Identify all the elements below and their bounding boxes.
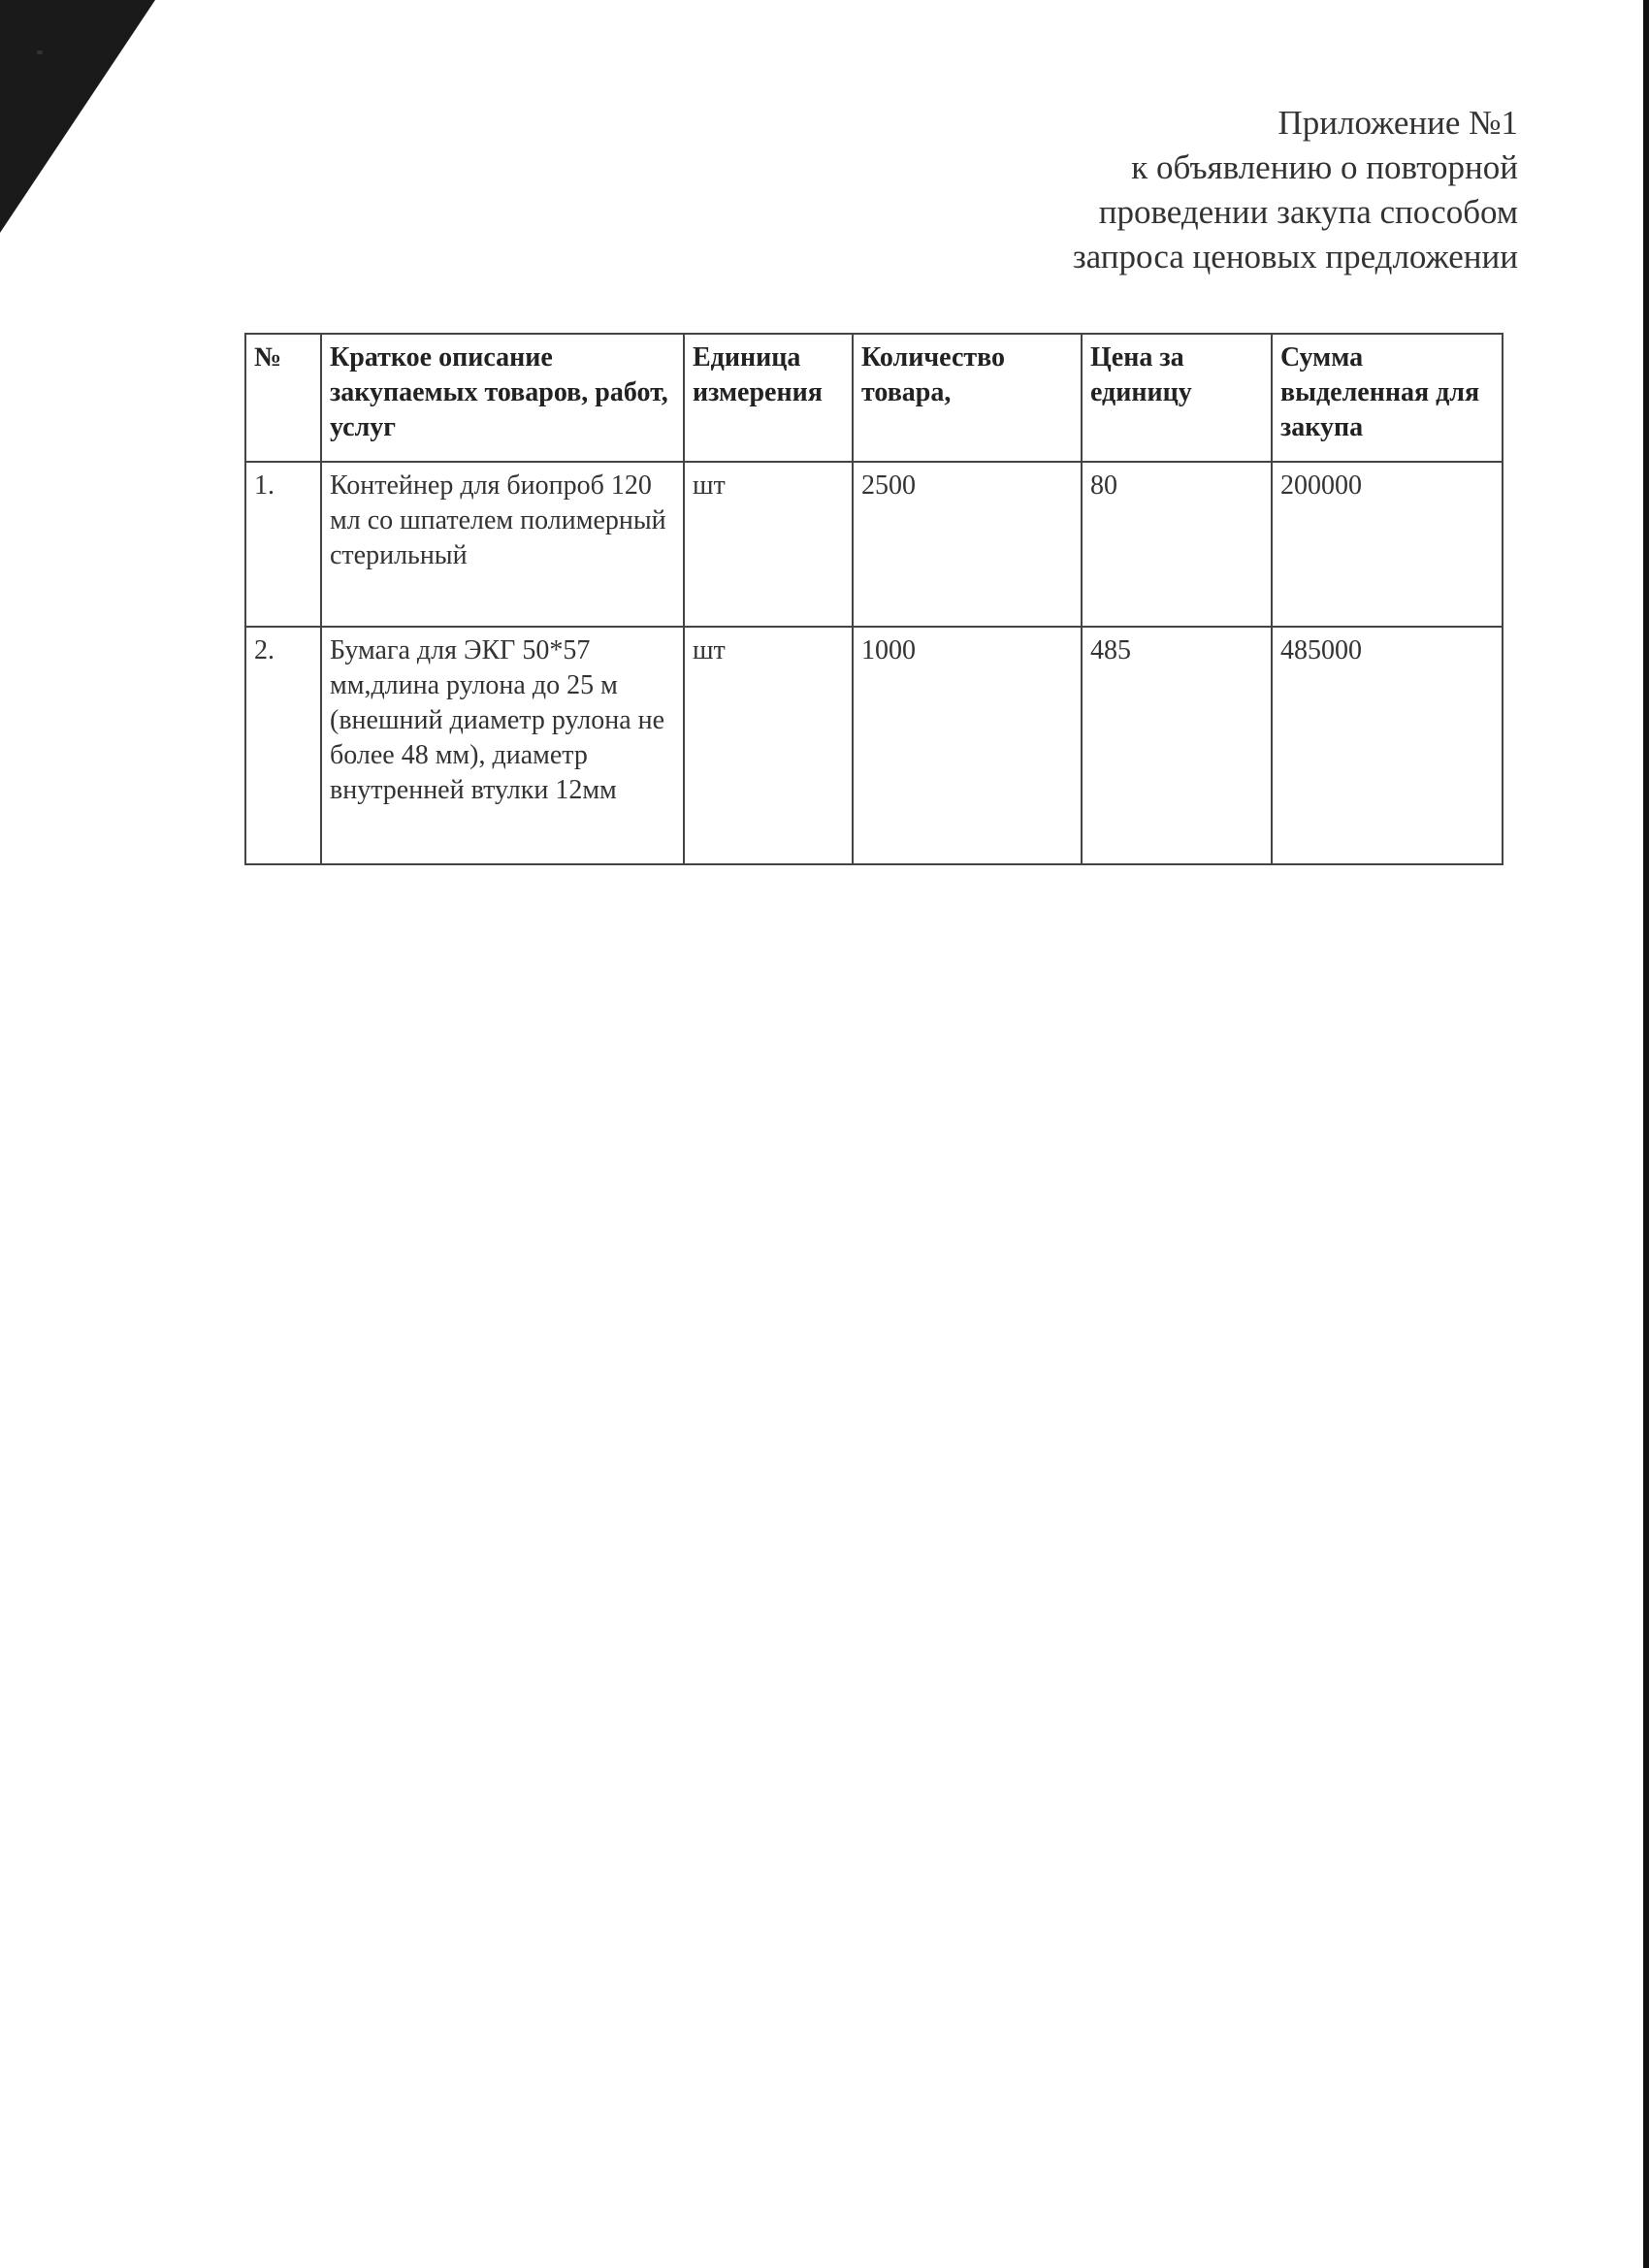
annex-title: Приложение №1	[1277, 104, 1518, 142]
cell-sum: 485000	[1272, 627, 1503, 864]
header-sum: Сумма выделенная для закупа	[1272, 334, 1503, 462]
annex-line: к объявлению о повторной	[1131, 148, 1518, 186]
cell-sum: 200000	[1272, 462, 1503, 627]
header-price: Цена за единицу	[1082, 334, 1272, 462]
cell-description: Контейнер для биопроб 120 мл со шпателем полимерный стерильный	[321, 462, 684, 627]
header-num: №	[245, 334, 321, 462]
cell-price: 485	[1082, 627, 1272, 864]
cell-unit: шт	[684, 627, 853, 864]
cell-quantity: 2500	[853, 462, 1082, 627]
table-row	[245, 627, 1503, 864]
scan-speck	[37, 50, 43, 54]
annex-header	[1073, 101, 1518, 279]
header-description: Краткое описание закупаемых товаров, работ, услуг	[321, 334, 684, 462]
scan-corner-artifact	[0, 0, 155, 233]
annex-line: проведении закупа способом	[1098, 193, 1518, 231]
table-row	[245, 462, 1503, 627]
cell-description: Бумага для ЭКГ 50*57 мм,длина рулона до 25 м (внешний диаметр рулона не более 48 мм), диаметр внутренней втулки 12мм	[321, 627, 684, 864]
procurement-table	[244, 333, 1504, 865]
cell-quantity: 1000	[853, 627, 1082, 864]
cell-unit: шт	[684, 462, 853, 627]
annex-line: запроса ценовых предложении	[1072, 238, 1518, 275]
header-quantity: Количество товара,	[853, 334, 1082, 462]
cell-num: 2.	[245, 627, 321, 864]
table-header-row	[245, 334, 1503, 462]
cell-price: 80	[1082, 462, 1272, 627]
header-unit: Единица измерения	[684, 334, 853, 462]
cell-num: 1.	[245, 462, 321, 627]
scan-edge-artifact	[1643, 0, 1649, 2268]
